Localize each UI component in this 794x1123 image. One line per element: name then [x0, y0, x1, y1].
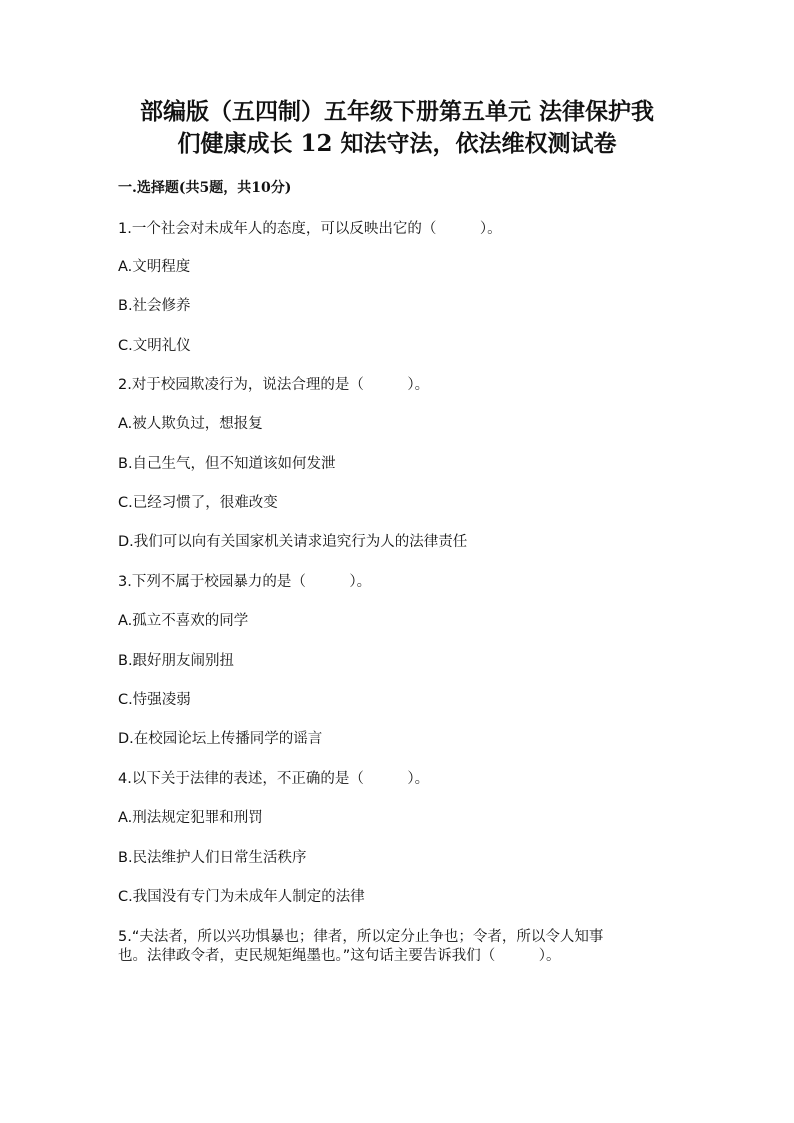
question-2-option-b: B.自己生气，但不知道该如何发泄 — [118, 456, 336, 472]
question-3-option-d: D.在校园论坛上传播同学的谣言 — [118, 731, 323, 747]
question-1-option-c: C.文明礼仪 — [118, 338, 191, 354]
question-1-option-a: A.文明程度 — [118, 259, 191, 275]
question-3-stem: 3.下列不属于校园暴力的是（ ）。 — [118, 574, 372, 590]
question-2-option-a: A.被人欺负过，想报复 — [118, 416, 263, 432]
question-2-option-c: C.已经习惯了，很难改变 — [118, 495, 278, 511]
question-5-stem-line-2: 也。法律政令者，吏民规矩绳墨也。”这句话主要告诉我们（ ）。 — [118, 948, 561, 964]
question-3-option-b: B.跟好朋友闹别扭 — [118, 653, 235, 669]
page-title-line-1: 部编版（五四制）五年级下册第五单元 法律保护我 — [139, 98, 654, 125]
question-2-option-d: D.我们可以向有关国家机关请求追究行为人的法律责任 — [118, 534, 468, 550]
page-title-line-2: 们健康成长 12 知法守法，依法维权测试卷 — [177, 130, 617, 157]
question-4-option-c: C.我国没有专门为未成年人制定的法律 — [118, 889, 365, 905]
question-4-stem: 4.以下关于法律的表述，不正确的是（ ）。 — [118, 771, 430, 787]
question-2-stem: 2.对于校园欺凌行为，说法合理的是（ ）。 — [118, 377, 430, 393]
question-5-stem-line-1: 5.“夫法者，所以兴功惧暴也；律者，所以定分止争也；令者，所以令人知事 — [118, 929, 604, 945]
question-1-option-b: B.社会修养 — [118, 298, 191, 314]
question-3-option-a: A.孤立不喜欢的同学 — [118, 613, 249, 629]
section-heading: 一.选择题(共5题，共10分) — [118, 180, 292, 196]
question-4-option-a: A.刑法规定犯罪和刑罚 — [118, 810, 263, 826]
question-3-option-c: C.恃强凌弱 — [118, 692, 191, 708]
question-1-stem: 1.一个社会对未成年人的态度，可以反映出它的（ ）。 — [118, 221, 502, 237]
question-4-option-b: B.民法维护人们日常生活秩序 — [118, 850, 307, 866]
